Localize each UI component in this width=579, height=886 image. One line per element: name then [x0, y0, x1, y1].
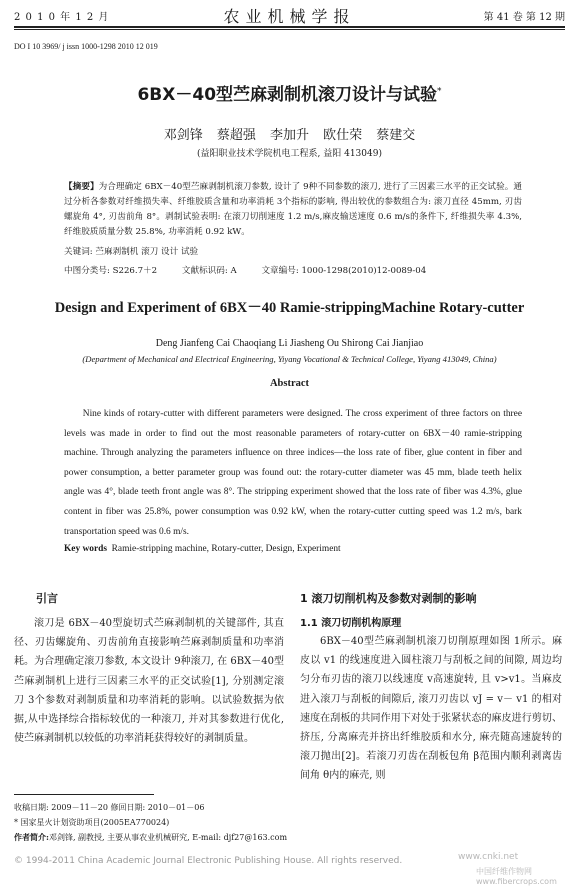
classification-row	[64, 264, 524, 276]
journal-date: 2 0 1 0 年 1 2 月	[14, 12, 110, 23]
received-date: 收稿日期: 2009－11－20 修回日期: 2010－01－06	[14, 803, 205, 812]
keywords-en-label: Key words	[64, 544, 107, 554]
intro-body: 滚刀是 6BX－40型旋切式苎麻剥制机的关键部件, 其直径、刃齿螺旋角、刃齿前角直接影响苎麻剥制质量和功率消耗。为合理确定滚刀参数, 本文设计 9种滚刀, 在 6BX－40型苎麻剥制机上进行三因素三水平的正交试验[1], 分别测定滚刀 3个参数对剥制质量和功率消耗的影响。以试验数据为依据,从中选择综合指标较优的一种滚刀, 并对其参数进行优化, 使苎麻剥制机以较低的功率消耗获得较好的剥制质量。	[14, 618, 284, 745]
abstract-heading: Abstract	[269, 378, 310, 389]
document-code: 文献标识码: A	[181, 266, 237, 276]
abstract-en: Nine kinds of rotary-cutter with different parameters were designed. The cross experiment of three factors on three levels was made in order to find out the most reasonable parameters of rotary-cutter on 6BX－40 ramie-stripping machine. Through analyzing the parameters influence on three indices—the loss rate of fiber, glue content in fiber and power consumption, a better parameter group was found out: the rotary-cutter diameter was 45 mm, blade teeth helix angle was 4°, blade teeth front angle was 8°. The stripping experiment showed that the loss rate of fiber was 4.3%, glue content in fiber was 25.8%, power consumption was 0.92 kW, when the rotary-cutter cutting speed was 1.2 m/s, bark transportation speed was 0.6 m/s.	[64, 409, 522, 537]
doi: DO I 10 3969/ j issn 1000-1298 2010 12 019	[14, 42, 158, 51]
clc-number: 中图分类号: S226.7＋2	[64, 266, 158, 276]
section-1-heading: 1 滚刀切削机构及参数对剥制的影响	[300, 592, 477, 605]
author-bio-label: 作者简介:	[14, 832, 49, 842]
abstract-cn-label: 【摘要】	[64, 182, 99, 192]
paper-title-en: Design and Experiment of 6BX－40 Ramie-strippingMachine Rotary-cutter	[54, 300, 525, 316]
affiliation-en: (Department of Mechanical and Electrical Engineering, Yiyang Vocational & Technical College, Yiyang 413049, China)	[82, 354, 497, 364]
affiliation-cn: (益阳职业技术学院机电工程系, 益阳 413049)	[197, 149, 382, 159]
section-1-1-heading: 1.1 滚刀切削机构原理	[300, 618, 402, 629]
copyright-notice: © 1994-2011 China Academic Journal Electronic Publishing House. All rights reserved.	[14, 856, 403, 866]
author-bio-text: 邓剑锋, 副教授, 主要从事农业机械研究, E-mail: djf27@163.com	[48, 833, 288, 842]
section-1-1-body: 6BX－40型苎麻剥制机滚刀切削原理如图 1所示。麻皮以 v1 的线速度进入圆柱滚刀与刮板之间的间隙, 周边均匀分布刃齿的滚刀以线速度 v高速旋转, 且 v>v1。当麻皮进入滚刀与刮板的间隙后, 滚刀刃齿以 vJ = v－ v1 的相对速度在刮板的共同作用下对处于张紧状态的麻皮进行剪切、挤压, 分离麻壳并挤出纤维胶质和水分, 麻壳随高速旋转的滚刀抛出[2]。若滚刀刃齿在刮板包角 β范围内顺利剥离齿间角 θ内的麻壳, 则	[300, 636, 562, 782]
article-number: 文章编号: 1000-1298(2010)12-0089-04	[261, 266, 427, 276]
keywords-en	[64, 544, 522, 554]
keywords-cn: 关键词: 苎麻剥制机 滚刀 设计 试验	[64, 247, 199, 257]
paper-title-cn	[0, 80, 579, 105]
intro-heading: 引言	[36, 592, 58, 605]
authors-en: Deng Jianfeng Cai Chaoqiang Li Jiasheng Ou Shirong Cai Jianjiao	[155, 338, 424, 349]
fibercrops-watermark: 中国纤维作物网 www.fibercrops.com	[476, 867, 557, 886]
keywords-en-text: Ramie-stripping machine, Rotary-cutter, Design, Experiment	[111, 544, 341, 554]
journal-issue: 第 41 卷 第 12 期	[483, 12, 565, 23]
header-rule	[14, 26, 565, 28]
title-text: 6BX－40型苎麻剥制机滚刀设计与试验	[137, 85, 438, 105]
cnki-watermark: www.cnki.net	[458, 852, 519, 862]
abstract-cn-text: 为合理确定 6BX－40型苎麻剥制机滚刀参数, 设计了 9种不同参数的滚刀, 进行了三因素三水平的正交试验。通过分析各参数对纤维损失率、纤维胶质含量和功率消耗 3个指标的影响, 得出较优的参数组合为: 滚刀直径 45mm, 刃齿螺旋角 4°, 刃齿前角 8°。剥制试验表明: 在滚刀切削速度 1.2 m/s,麻皮输送速度 0.6 m/s的条件下, 纤维损失率 4.3%, 纤维胶质质量分数 25.8%, 功率消耗 0.92 kW。	[64, 182, 522, 237]
header-rule-thin	[14, 29, 565, 30]
fund-note: * 国家星火计划资助项目(2005EA770024)	[14, 818, 170, 827]
footnote-rule	[14, 794, 154, 795]
title-footnote-mark: *	[437, 86, 442, 97]
authors-cn: 邓剑锋 蔡超强 李加升 欧仕荣 蔡建交	[163, 128, 416, 143]
author-bio	[14, 830, 314, 845]
journal-name: 农业机械学报	[223, 7, 356, 26]
abstract-cn	[64, 180, 522, 240]
footnotes	[14, 800, 314, 845]
